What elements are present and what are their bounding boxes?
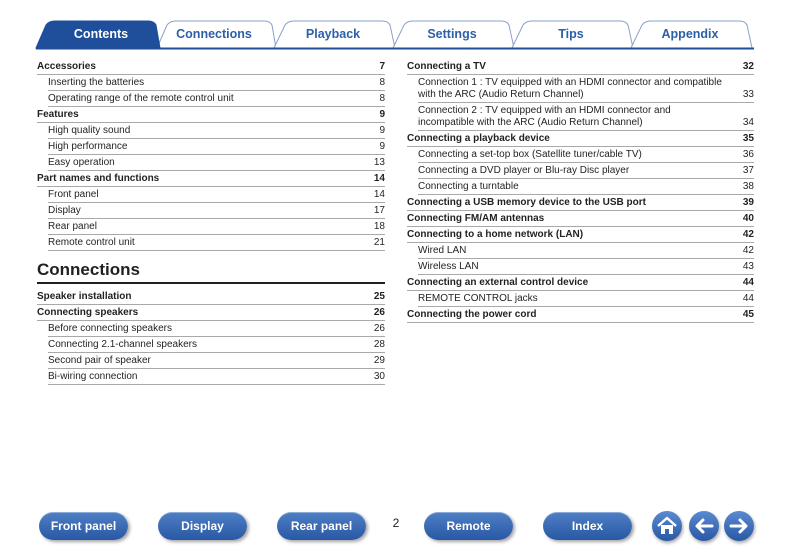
- toc-subentry[interactable]: [48, 353, 385, 369]
- toc-entry-title: Easy operation: [48, 156, 115, 168]
- nav-index-button[interactable]: Index: [543, 512, 632, 540]
- toc-entry-page: 43: [742, 260, 754, 272]
- page-number: 2: [392, 516, 400, 530]
- toc-entry[interactable]: [37, 171, 385, 187]
- toc-subentry[interactable]: [418, 147, 754, 163]
- toc-entry-page: 26: [373, 322, 385, 334]
- home-icon: [652, 511, 682, 541]
- toc-entry-page: 44: [742, 292, 754, 304]
- toc-subentry[interactable]: [48, 219, 385, 235]
- toc-right-column: [407, 59, 754, 323]
- toc-subentry[interactable]: [418, 75, 754, 103]
- toc-entry-title: Connecting a TV: [407, 60, 486, 72]
- toc-entry-page: 7: [379, 60, 385, 72]
- toc-subentry[interactable]: [418, 103, 754, 131]
- forward-button[interactable]: [724, 511, 754, 541]
- nav-front-panel-button[interactable]: Front panel: [39, 512, 128, 540]
- toc-entry-page: 8: [379, 76, 385, 88]
- toc-entry-title: Connecting an external control device: [407, 276, 589, 288]
- tab-playback[interactable]: Playback: [305, 27, 361, 41]
- toc-entry-page: 45: [742, 308, 754, 320]
- toc-entry-page: 35: [742, 132, 754, 144]
- toc-entry-title: Rear panel: [48, 220, 97, 232]
- toc-subentry[interactable]: [48, 369, 385, 385]
- toc-left-column: [37, 59, 385, 385]
- toc-entry-page: 40: [742, 212, 754, 224]
- toc-entry-title: Remote control unit: [48, 236, 135, 248]
- toc-entry[interactable]: [407, 59, 754, 75]
- toc-entry-page: 29: [373, 354, 385, 366]
- toc-entry-title: Connecting a set-top box (Satellite tuner/cable TV): [418, 148, 642, 160]
- toc-list-connections-cont: [407, 59, 754, 323]
- toc-entry-page: 9: [379, 140, 385, 152]
- toc-entry-title: Accessories: [37, 60, 96, 72]
- toc-entry-title: Wired LAN: [418, 244, 467, 256]
- toc-entry[interactable]: [407, 131, 754, 147]
- toc-entry[interactable]: [37, 305, 385, 321]
- toc-entry-title: High quality sound: [48, 124, 131, 136]
- toc-subentry[interactable]: [48, 123, 385, 139]
- toc-entry-page: 25: [373, 290, 385, 302]
- toc-entry-page: 37: [742, 164, 754, 176]
- tab-contents[interactable]: Contents: [73, 27, 129, 41]
- toc-entry-title: Connecting a turntable: [418, 180, 519, 192]
- toc-entry-title: Speaker installation: [37, 290, 132, 302]
- back-button[interactable]: [689, 511, 719, 541]
- toc-subentry[interactable]: [48, 321, 385, 337]
- toc-entry-title: Wireless LAN: [418, 260, 479, 272]
- toc-entry[interactable]: [407, 195, 754, 211]
- toc-entry-title: Connecting a USB memory device to the USB port: [407, 196, 646, 208]
- toc-entry-title: Connection 2 : TV equipped with an HDMI connector and incompatible with the ARC (Audio Return Channel): [418, 104, 671, 128]
- toc-entry[interactable]: [37, 59, 385, 75]
- toc-entry-page: 18: [373, 220, 385, 232]
- toc-entry-page: 14: [373, 172, 385, 184]
- toc-subentry[interactable]: [418, 259, 754, 275]
- nav-rear-panel-button[interactable]: Rear panel: [277, 512, 366, 540]
- toc-subentry[interactable]: [418, 179, 754, 195]
- toc-subentry[interactable]: [48, 139, 385, 155]
- toc-entry-title: Connection 1 : TV equipped with an HDMI connector and compatible with the ARC (Audio Return Channel): [418, 76, 722, 100]
- toc-entry-page: 36: [742, 148, 754, 160]
- toc-entry-title: Second pair of speaker: [48, 354, 151, 366]
- toc-entry-page: 26: [373, 306, 385, 318]
- toc-entry-page: 21: [373, 236, 385, 248]
- toc-entry-page: 34: [742, 116, 754, 128]
- toc-entry[interactable]: [407, 211, 754, 227]
- toc-entry-page: 32: [742, 60, 754, 72]
- toc-entry[interactable]: [37, 289, 385, 305]
- toc-subentry[interactable]: [48, 203, 385, 219]
- toc-subentry[interactable]: [418, 163, 754, 179]
- toc-entry-title: Display: [48, 204, 81, 216]
- toc-entry-page: 8: [379, 92, 385, 104]
- toc-subentry[interactable]: [418, 243, 754, 259]
- section-title: Connections: [37, 260, 385, 284]
- toc-subentry[interactable]: [48, 155, 385, 171]
- toc-entry-page: 42: [742, 244, 754, 256]
- toc-entry-title: Connecting the power cord: [407, 308, 537, 320]
- toc-entry-title: Inserting the batteries: [48, 76, 145, 88]
- toc-entry-title: Connecting 2.1-channel speakers: [48, 338, 197, 350]
- toc-entry[interactable]: [407, 307, 754, 323]
- toc-entry-page: 38: [742, 180, 754, 192]
- toc-subentry[interactable]: [48, 75, 385, 91]
- toc-entry-title: Features: [37, 108, 79, 120]
- toc-entry-title: Connecting speakers: [37, 306, 139, 318]
- tab-settings[interactable]: Settings: [427, 27, 477, 41]
- tab-bar: [0, 0, 791, 52]
- tab-appendix[interactable]: Appendix: [661, 27, 719, 41]
- toc-entry-title: High performance: [48, 140, 128, 152]
- toc-entry[interactable]: [37, 107, 385, 123]
- nav-display-button[interactable]: Display: [158, 512, 247, 540]
- toc-subentry[interactable]: [48, 91, 385, 107]
- toc-entry-title: Connecting a playback device: [407, 132, 550, 144]
- tab-tips[interactable]: Tips: [558, 27, 584, 41]
- toc-entry-page: 33: [742, 88, 754, 100]
- tab-connections[interactable]: Connections: [176, 27, 252, 41]
- toc-entry-page: 14: [373, 188, 385, 200]
- toc-entry-title: REMOTE CONTROL jacks: [418, 292, 538, 304]
- toc-list-connections: [37, 289, 385, 385]
- toc-entry-title: Before connecting speakers: [48, 322, 172, 334]
- arrow-left-icon: [689, 511, 719, 541]
- toc-entry-page: 13: [373, 156, 385, 168]
- toc-entry-title: Connecting FM/AM antennas: [407, 212, 545, 224]
- toc-list-intro: [37, 59, 385, 251]
- arrow-right-icon: [724, 511, 754, 541]
- toc-entry-title: Bi-wiring connection: [48, 370, 138, 382]
- toc-entry-title: Part names and functions: [37, 172, 160, 184]
- toc-subentry[interactable]: [48, 337, 385, 353]
- toc-entry-page: 39: [742, 196, 754, 208]
- toc-entry[interactable]: [407, 227, 754, 243]
- toc-subentry[interactable]: [48, 235, 385, 251]
- toc-entry-page: 9: [379, 108, 385, 120]
- toc-entry-page: 17: [373, 204, 385, 216]
- toc-entry[interactable]: [407, 275, 754, 291]
- toc-entry-page: 44: [742, 276, 754, 288]
- toc-entry-title: Connecting to a home network (LAN): [407, 228, 584, 240]
- nav-remote-button[interactable]: Remote: [424, 512, 513, 540]
- toc-entry-title: Connecting a DVD player or Blu-ray Disc player: [418, 164, 630, 176]
- toc-subentry[interactable]: [48, 187, 385, 203]
- toc-entry-page: 42: [742, 228, 754, 240]
- toc-entry-page: 28: [373, 338, 385, 350]
- toc-entry-page: 9: [379, 124, 385, 136]
- toc-entry-title: Front panel: [48, 188, 99, 200]
- toc-entry-title: Operating range of the remote control unit: [48, 92, 234, 104]
- home-button[interactable]: [652, 511, 682, 541]
- toc-entry-page: 30: [373, 370, 385, 382]
- toc-subentry[interactable]: [418, 291, 754, 307]
